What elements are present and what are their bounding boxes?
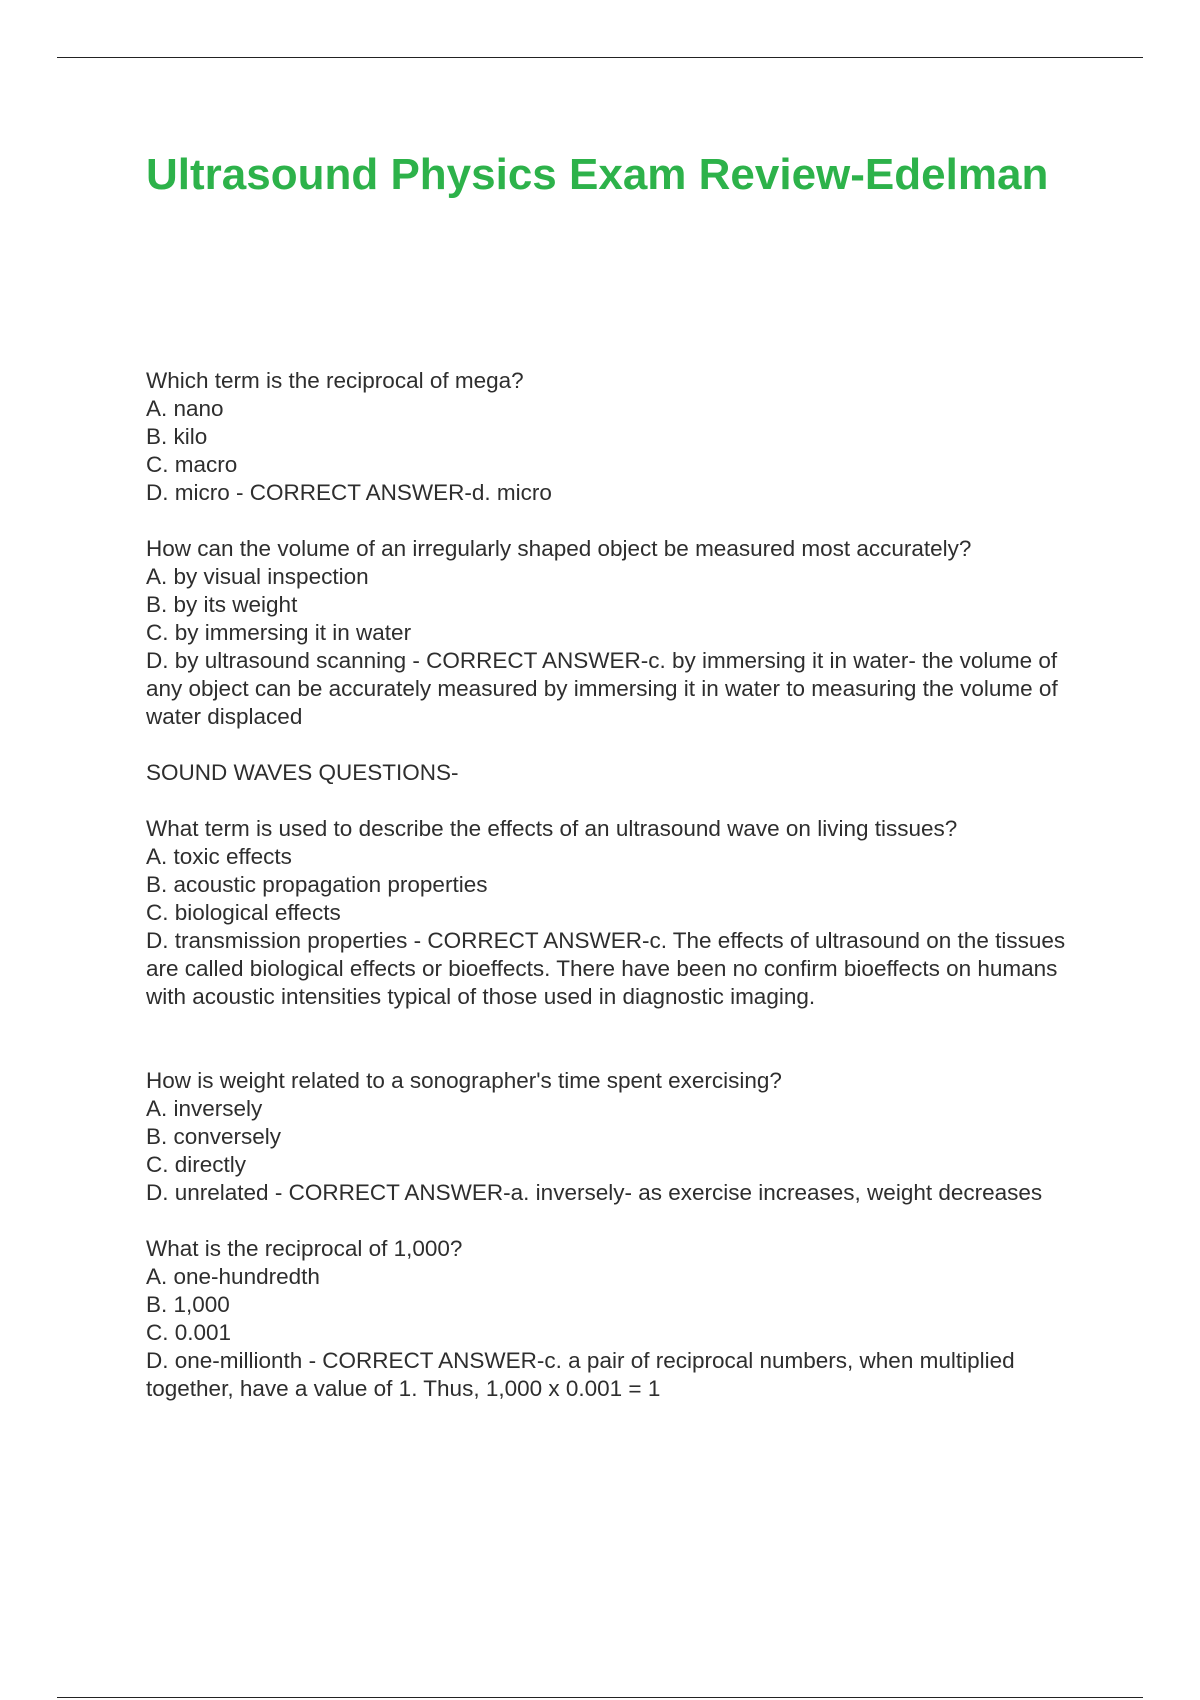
question-text: How can the volume of an irregularly shaped object be measured most accurately? <box>146 536 972 561</box>
option-c: C. directly <box>146 1152 247 1177</box>
bottom-rule <box>57 1697 1143 1698</box>
option-b: B. 1,000 <box>146 1292 230 1317</box>
option-b: B. by its weight <box>146 592 298 617</box>
option-b: B. kilo <box>146 424 208 449</box>
option-d-answer: D. transmission properties - CORRECT ANSWER-c. The effects of ultrasound on the tissues are called biological effects or bioeffects. There have been no confirm bioeffects on humans with acoustic intensities typical of those used in diagnostic imaging. <box>146 928 1072 1009</box>
option-d-answer: D. micro - CORRECT ANSWER-d. micro <box>146 480 552 505</box>
option-c: C. 0.001 <box>146 1320 232 1345</box>
section-heading-block <box>146 759 1096 787</box>
option-a: A. toxic effects <box>146 844 292 869</box>
option-c: C. macro <box>146 452 238 477</box>
question-text: Which term is the reciprocal of mega? <box>146 368 524 393</box>
option-d-answer: D. by ultrasound scanning - CORRECT ANSWER-c. by immersing it in water- the volume of any object can be accurately measured by immersing it in water to measuring the volume of water displaced <box>146 648 1064 729</box>
option-a: A. one-hundredth <box>146 1264 320 1289</box>
option-d-answer: D. unrelated - CORRECT ANSWER-a. inversely- as exercise increases, weight decreases <box>146 1180 1043 1205</box>
option-a: A. by visual inspection <box>146 564 369 589</box>
question-2 <box>146 535 1096 731</box>
question-text: What term is used to describe the effects of an ultrasound wave on living tissues? <box>146 816 958 841</box>
question-4 <box>146 1067 1096 1207</box>
question-text: How is weight related to a sonographer's time spent exercising? <box>146 1068 782 1093</box>
document-body <box>146 367 1096 1403</box>
option-c: C. biological effects <box>146 900 341 925</box>
section-heading: SOUND WAVES QUESTIONS- <box>146 760 459 785</box>
option-d-answer: D. one-millionth - CORRECT ANSWER-c. a pair of reciprocal numbers, when multiplied together, have a value of 1. Thus, 1,000 x 0.001 = 1 <box>146 1348 1021 1401</box>
question-5 <box>146 1235 1096 1403</box>
question-1 <box>146 367 1096 507</box>
option-b: B. acoustic propagation properties <box>146 872 488 897</box>
question-text: What is the reciprocal of 1,000? <box>146 1236 463 1261</box>
document-title: Ultrasound Physics Exam Review-Edelman <box>146 150 1049 199</box>
top-rule <box>57 57 1143 58</box>
option-b: B. conversely <box>146 1124 282 1149</box>
option-a: A. inversely <box>146 1096 263 1121</box>
option-a: A. nano <box>146 396 224 421</box>
question-3 <box>146 815 1096 1011</box>
option-c: C. by immersing it in water <box>146 620 412 645</box>
